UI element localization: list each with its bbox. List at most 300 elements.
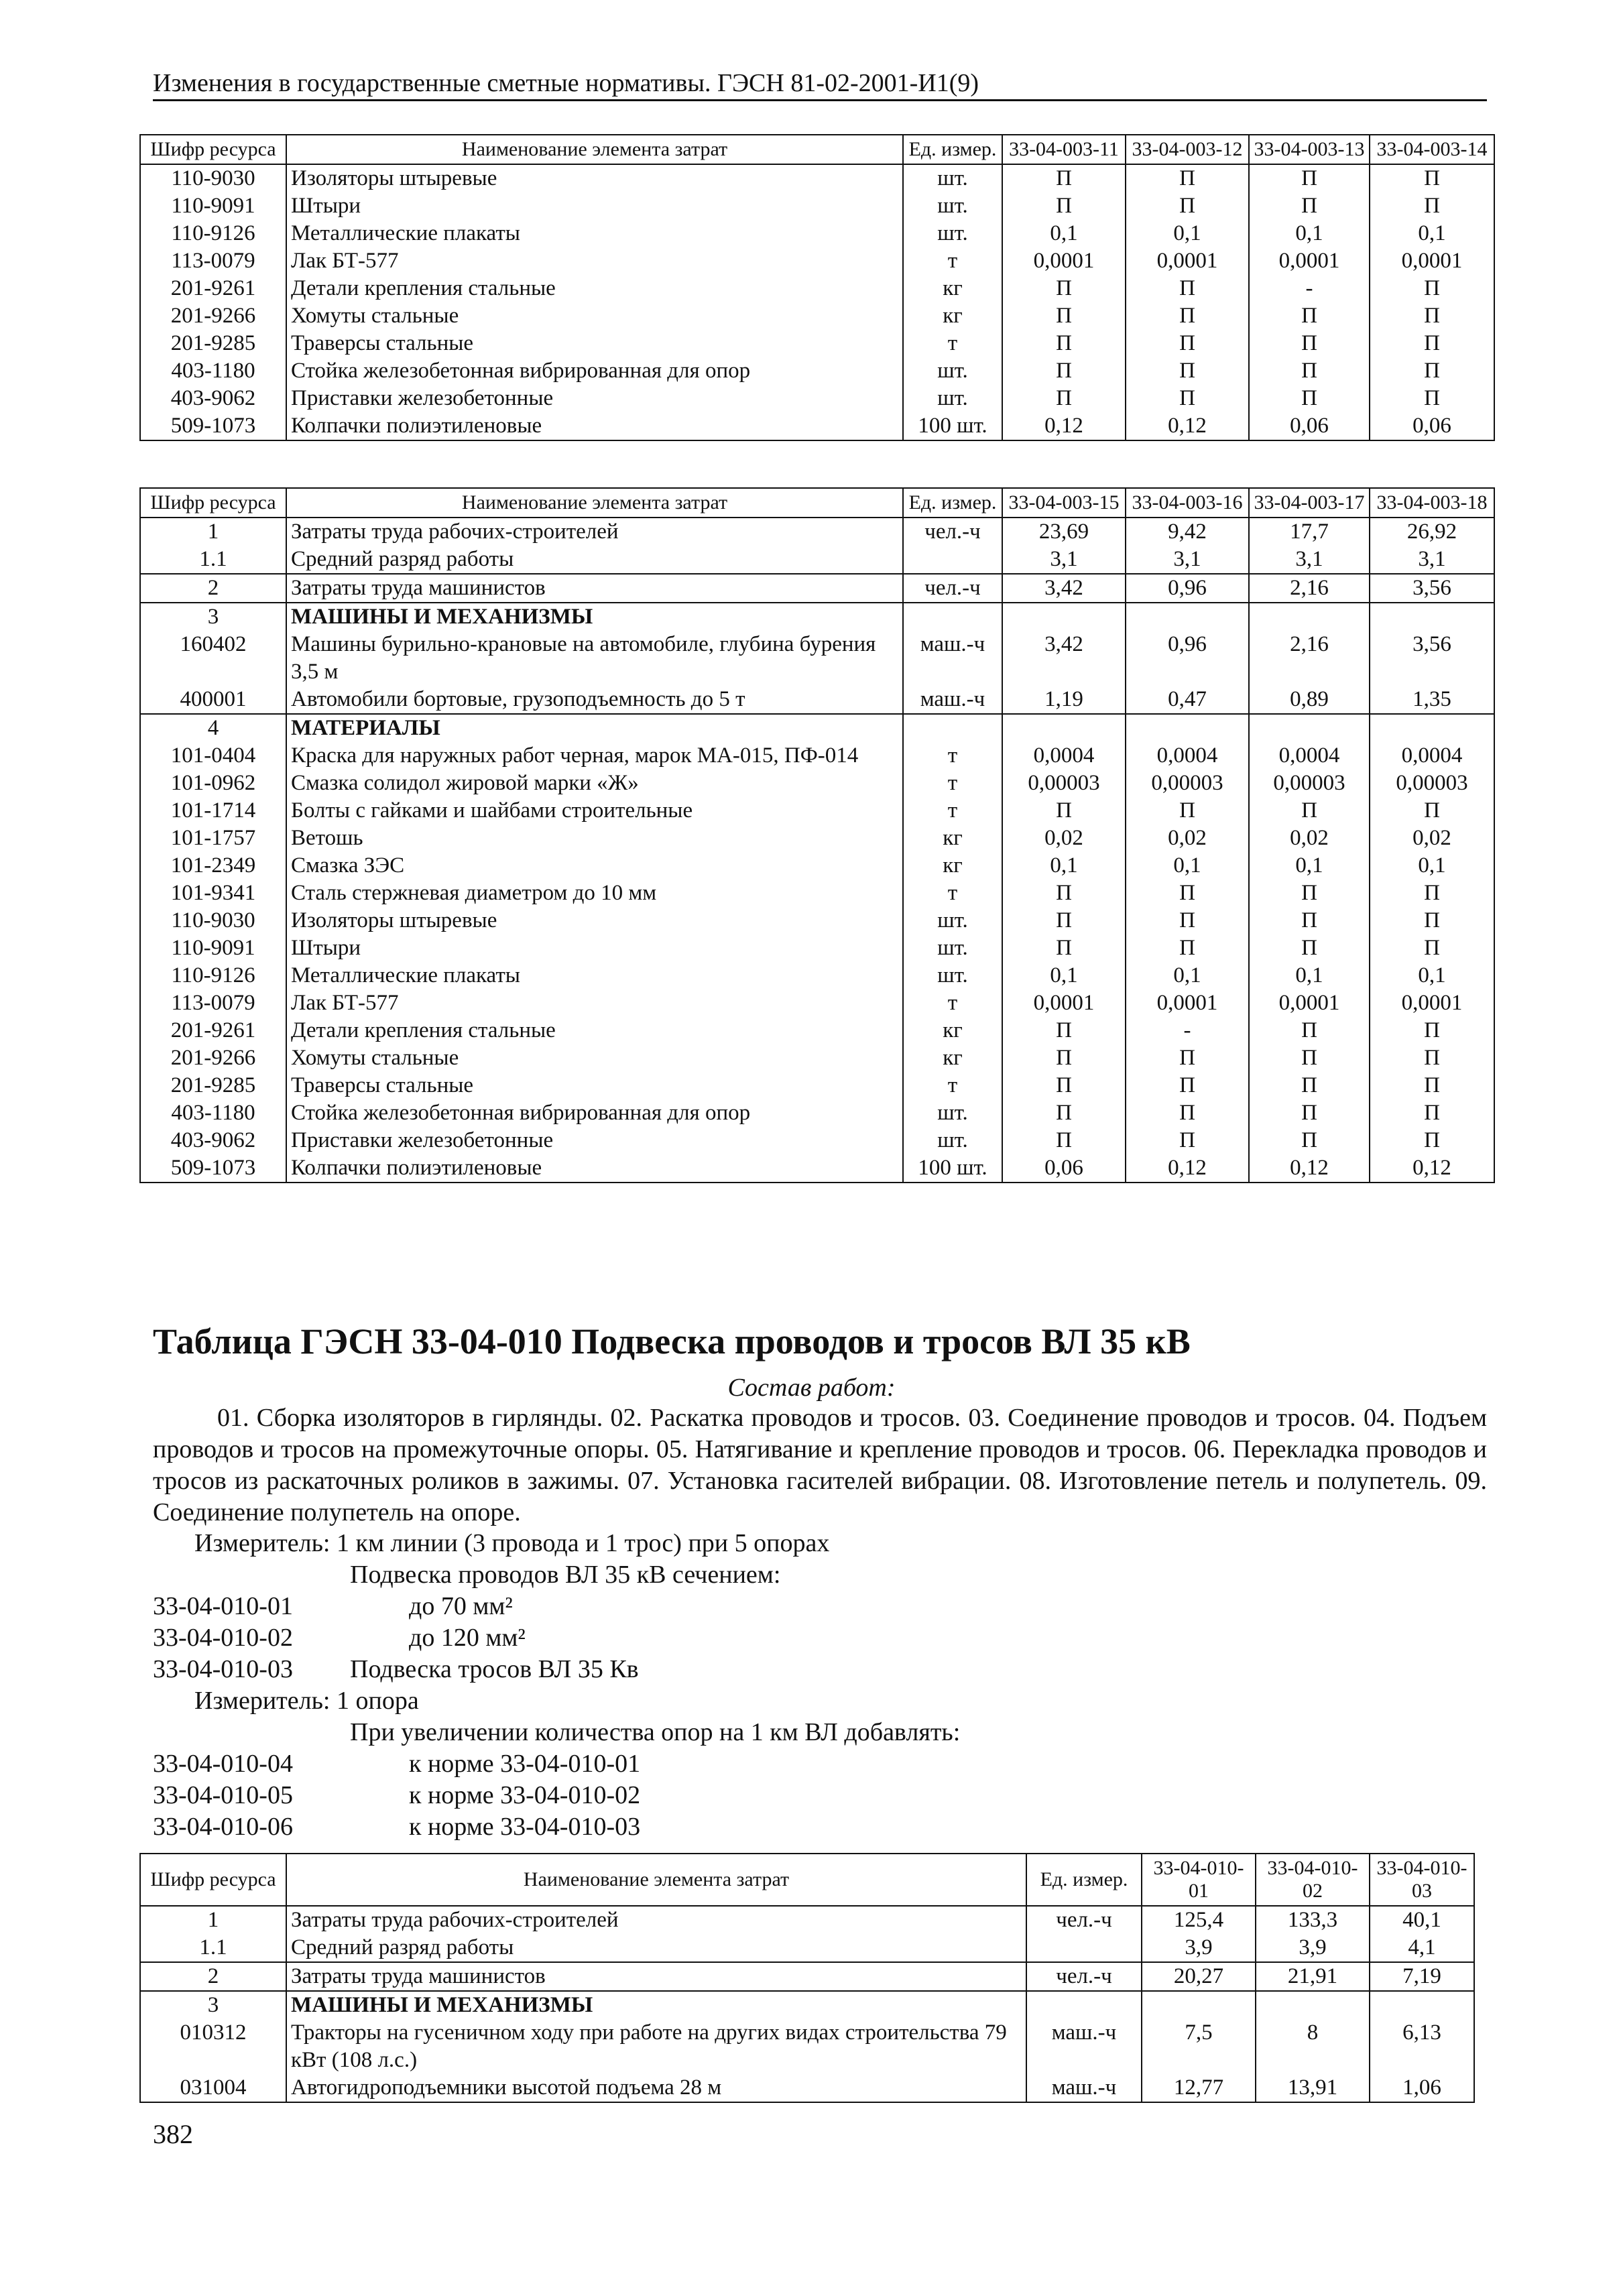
table-row — [140, 1127, 1494, 1154]
norm-value: П — [1126, 907, 1249, 934]
resource-code: 3 — [140, 603, 286, 631]
unit-of-measure: маш.-ч — [903, 686, 1002, 714]
unit-of-measure — [903, 603, 1002, 631]
resource-code: 101-0962 — [140, 770, 286, 797]
norm-value: П — [1002, 302, 1126, 330]
column-header: Ед. измер. — [903, 488, 1002, 518]
norm-value: 0,12 — [1370, 1154, 1494, 1183]
norm-value: П — [1370, 1072, 1494, 1099]
norm-value — [1002, 603, 1126, 631]
resource-code: 101-1714 — [140, 797, 286, 825]
unit-of-measure: кг — [903, 1017, 1002, 1044]
resource-code: 160402 — [140, 631, 286, 686]
unit-of-measure: кг — [903, 302, 1002, 330]
table-row — [140, 2019, 1474, 2074]
norm-value — [1126, 714, 1249, 742]
norm-value: П — [1249, 385, 1370, 412]
norm-value: 0,02 — [1002, 825, 1126, 852]
unit-of-measure: кг — [903, 1044, 1002, 1072]
unit-of-measure: чел.-ч — [1026, 1906, 1142, 1934]
cost-element-name: Хомуты стальные — [286, 302, 903, 330]
norm-value: П — [1126, 1127, 1249, 1154]
norm-value: 0,1 — [1249, 220, 1370, 247]
norm-value — [1370, 603, 1494, 631]
unit-of-measure: чел.-ч — [903, 518, 1002, 546]
norm-value: П — [1370, 1099, 1494, 1127]
table-row — [140, 574, 1494, 603]
cost-element-name: Траверсы стальные — [286, 330, 903, 357]
norm-value: 3,56 — [1370, 631, 1494, 686]
cost-element-name: Колпачки полиэтиленовые — [286, 1154, 903, 1183]
norm-value: П — [1002, 357, 1126, 385]
norm-value: 0,1 — [1126, 220, 1249, 247]
resource-code: 201-9266 — [140, 302, 286, 330]
measure-line-2: Измеритель: 1 опора — [194, 1687, 419, 1715]
table-row — [140, 825, 1494, 852]
unit-of-measure: 100 шт. — [903, 412, 1002, 440]
cost-element-name: Колпачки полиэтиленовые — [286, 412, 903, 440]
table-row — [140, 275, 1494, 302]
norm-value: П — [1249, 797, 1370, 825]
norm-value: 0,96 — [1126, 631, 1249, 686]
column-header: Наименование элемента затрат — [286, 488, 903, 518]
column-header: 33-04-010-01 — [1142, 1854, 1256, 1906]
unit-of-measure: шт. — [903, 907, 1002, 934]
resource-code: 509-1073 — [140, 412, 286, 440]
resource-code: 1 — [140, 1906, 286, 1934]
cost-element-name: Болты с гайками и шайбами строительные — [286, 797, 903, 825]
norm-value — [1249, 714, 1370, 742]
resource-table-003-15-18 — [139, 487, 1495, 1183]
column-header: 33-04-003-16 — [1126, 488, 1249, 518]
norm-value: 2,16 — [1249, 631, 1370, 686]
norm-value: 0,1 — [1370, 220, 1494, 247]
table-row — [140, 220, 1494, 247]
norm-description: Подвеска тросов ВЛ 35 Кв — [350, 1655, 639, 1683]
table-header-row — [140, 135, 1494, 164]
norm-value: 0,89 — [1249, 686, 1370, 714]
resource-code: 110-9091 — [140, 192, 286, 220]
column-header: Шифр ресурса — [140, 488, 286, 518]
column-header: Наименование элемента затрат — [286, 135, 903, 164]
norm-value: 0,00003 — [1249, 770, 1370, 797]
norm-value: 0,06 — [1002, 1154, 1126, 1183]
norm-value: П — [1002, 1127, 1126, 1154]
norm-value: П — [1126, 1099, 1249, 1127]
norm-value: 0,12 — [1126, 412, 1249, 440]
norm-value: 23,69 — [1002, 518, 1126, 546]
unit-of-measure: кг — [903, 825, 1002, 852]
cost-element-name: МАШИНЫ И МЕХАНИЗМЫ — [286, 1991, 1026, 2019]
table-row — [140, 164, 1494, 192]
norm-value — [1002, 714, 1126, 742]
resource-code: 110-9091 — [140, 934, 286, 962]
work-composition-text: 01. Сборка изоляторов в гирлянды. 02. Раскатка проводов и тросов. 03. Соединение проводов и тросов. 04. Подъем проводов и тросов на промежуточные опоры. 05. Натягивание и крепление проводов и тросов. 06. Перекладка проводов и тросов из раскаточных роликов в зажимы. 07. Установка гасителей вибрации. 08. Изготовление петель и полупетель. 09. Соединение полупетель на опоре. — [153, 1404, 1487, 1526]
group-heading-2: При увеличении количества опор на 1 км ВЛ добавлять: — [350, 1718, 961, 1746]
cost-element-name: Приставки железобетонные — [286, 385, 903, 412]
norm-value: 7,5 — [1142, 2019, 1256, 2074]
unit-of-measure: чел.-ч — [903, 574, 1002, 603]
table-row — [140, 1099, 1494, 1127]
resource-code: 113-0079 — [140, 989, 286, 1017]
norm-value: 1,06 — [1370, 2074, 1474, 2102]
resource-code: 201-9285 — [140, 1072, 286, 1099]
table-row — [140, 192, 1494, 220]
cost-element-name: Смазка ЗЭС — [286, 852, 903, 880]
norm-value: П — [1370, 1017, 1494, 1044]
table-row — [140, 1154, 1494, 1183]
norm-value — [1126, 603, 1249, 631]
table-row — [140, 412, 1494, 440]
cost-element-name: Затраты труда машинистов — [286, 1962, 1026, 1991]
table-row — [140, 797, 1494, 825]
cost-element-name: Сталь стержневая диаметром до 10 мм — [286, 880, 903, 907]
norm-value: 6,13 — [1370, 2019, 1474, 2074]
norm-value: 0,00003 — [1002, 770, 1126, 797]
norm-value: 7,19 — [1370, 1962, 1474, 1991]
norm-value: 0,1 — [1370, 852, 1494, 880]
norm-value: 0,02 — [1370, 825, 1494, 852]
norm-code: 33-04-010-04 — [153, 1750, 293, 1778]
page-header: Изменения в государственные сметные нормативы. ГЭСН 81-02-2001-И1(9) — [153, 67, 1487, 101]
resource-code: 113-0079 — [140, 247, 286, 275]
norm-value: П — [1249, 1072, 1370, 1099]
norm-value: П — [1002, 880, 1126, 907]
norm-code: 33-04-010-05 — [153, 1781, 293, 1809]
cost-element-name: Смазка солидол жировой марки «Ж» — [286, 770, 903, 797]
cost-element-name: Краска для наружных работ черная, марок МА-015, ПФ-014 — [286, 742, 903, 770]
norm-value: 125,4 — [1142, 1906, 1256, 1934]
norm-value: 0,1 — [1370, 962, 1494, 989]
norm-value: П — [1370, 880, 1494, 907]
norm-value: 0,0001 — [1249, 989, 1370, 1017]
column-header: 33-04-003-14 — [1370, 135, 1494, 164]
unit-of-measure — [903, 714, 1002, 742]
cost-element-name: Детали крепления стальные — [286, 1017, 903, 1044]
resource-code: 110-9126 — [140, 962, 286, 989]
resource-code: 201-9261 — [140, 275, 286, 302]
cost-element-name: Тракторы на гусеничном ходу при работе на других видах строительства 79 кВт (108 л.с.) — [286, 2019, 1026, 2074]
norm-value: 0,0001 — [1126, 989, 1249, 1017]
cost-element-name: Ветошь — [286, 825, 903, 852]
unit-of-measure: т — [903, 770, 1002, 797]
norm-value — [1249, 603, 1370, 631]
unit-of-measure: шт. — [903, 1127, 1002, 1154]
norm-value: 13,91 — [1256, 2074, 1370, 2102]
unit-of-measure: кг — [903, 275, 1002, 302]
norm-value: П — [1002, 1099, 1126, 1127]
norm-value: 0,1 — [1249, 852, 1370, 880]
table-row — [140, 1072, 1494, 1099]
unit-of-measure — [903, 546, 1002, 574]
norm-value: П — [1370, 907, 1494, 934]
resource-code: 403-9062 — [140, 1127, 286, 1154]
cost-element-name: Изоляторы штыревые — [286, 164, 903, 192]
resource-code: 010312 — [140, 2019, 286, 2074]
resource-code: 101-0404 — [140, 742, 286, 770]
norm-value: П — [1002, 192, 1126, 220]
norm-value: П — [1370, 934, 1494, 962]
cost-element-name: МАШИНЫ И МЕХАНИЗМЫ — [286, 603, 903, 631]
cost-element-name: Металлические плакаты — [286, 962, 903, 989]
table-row — [140, 2074, 1474, 2102]
resource-code: 101-1757 — [140, 825, 286, 852]
table-row — [140, 1934, 1474, 1962]
table-row — [140, 989, 1494, 1017]
table-row — [140, 714, 1494, 742]
cost-element-name: Лак БТ-577 — [286, 989, 903, 1017]
norm-value: П — [1002, 797, 1126, 825]
table-row — [140, 934, 1494, 962]
unit-of-measure: т — [903, 797, 1002, 825]
cost-element-name: Стойка железобетонная вибрированная для опор — [286, 1099, 903, 1127]
norm-value: П — [1249, 880, 1370, 907]
resource-code: 1.1 — [140, 1934, 286, 1962]
cost-element-name: Хомуты стальные — [286, 1044, 903, 1072]
column-header: Наименование элемента затрат — [286, 1854, 1026, 1906]
norm-value: П — [1002, 164, 1126, 192]
norm-value: П — [1370, 385, 1494, 412]
column-header: 33-04-003-15 — [1002, 488, 1126, 518]
resource-code: 1.1 — [140, 546, 286, 574]
norm-value: П — [1370, 192, 1494, 220]
norm-description: к норме 33-04-010-03 — [409, 1813, 641, 1841]
resource-code: 110-9030 — [140, 164, 286, 192]
norm-value: П — [1126, 934, 1249, 962]
norm-value: П — [1002, 1044, 1126, 1072]
norm-value: 0,0001 — [1370, 247, 1494, 275]
resource-code: 509-1073 — [140, 1154, 286, 1183]
norm-value: 3,1 — [1249, 546, 1370, 574]
unit-of-measure: шт. — [903, 385, 1002, 412]
cost-element-name: Лак БТ-577 — [286, 247, 903, 275]
cost-element-name: Средний разряд работы — [286, 1934, 1026, 1962]
table-row — [140, 770, 1494, 797]
resource-code: 201-9285 — [140, 330, 286, 357]
measure-line-1: Измеритель: 1 км линии (3 провода и 1 трос) при 5 опорах — [194, 1529, 830, 1557]
norm-value: 0,1 — [1126, 852, 1249, 880]
cost-element-name: Приставки железобетонные — [286, 1127, 903, 1154]
unit-of-measure: т — [903, 742, 1002, 770]
unit-of-measure: маш.-ч — [1026, 2019, 1142, 2074]
norm-value: 0,00003 — [1126, 770, 1249, 797]
norm-value: П — [1249, 934, 1370, 962]
section-title: Таблица ГЭСН 33-04-010 Подвеска проводов и тросов ВЛ 35 кВ — [153, 1321, 1191, 1362]
norm-value: 3,1 — [1126, 546, 1249, 574]
unit-of-measure: т — [903, 880, 1002, 907]
unit-of-measure — [1026, 1991, 1142, 2019]
table-row — [140, 907, 1494, 934]
table-row — [140, 603, 1494, 631]
unit-of-measure: шт. — [903, 192, 1002, 220]
norm-value — [1370, 1991, 1474, 2019]
resource-code: 2 — [140, 1962, 286, 1991]
column-header: 33-04-003-17 — [1249, 488, 1370, 518]
resource-code: 101-2349 — [140, 852, 286, 880]
table-row — [140, 1991, 1474, 2019]
norm-description: к норме 33-04-010-01 — [409, 1750, 641, 1778]
norm-value: 0,0001 — [1370, 989, 1494, 1017]
resource-code: 4 — [140, 714, 286, 742]
norm-description: к норме 33-04-010-02 — [409, 1781, 641, 1809]
unit-of-measure: шт. — [903, 357, 1002, 385]
table-row — [140, 686, 1494, 714]
norm-value: 0,0001 — [1126, 247, 1249, 275]
norm-value: П — [1249, 907, 1370, 934]
resource-table-003-11-14 — [139, 134, 1495, 441]
norm-value: П — [1126, 1044, 1249, 1072]
resource-code: 101-9341 — [140, 880, 286, 907]
unit-of-measure: шт. — [903, 934, 1002, 962]
table-row — [140, 880, 1494, 907]
norm-value: 0,12 — [1002, 412, 1126, 440]
norm-value: П — [1002, 330, 1126, 357]
norm-value — [1142, 1991, 1256, 2019]
norm-value: П — [1126, 164, 1249, 192]
resource-code: 110-9126 — [140, 220, 286, 247]
norm-value: 133,3 — [1256, 1906, 1370, 1934]
norm-value: 8 — [1256, 2019, 1370, 2074]
table-row — [140, 631, 1494, 686]
table-row — [140, 302, 1494, 330]
norm-value: 0,1 — [1002, 220, 1126, 247]
column-header: Ед. измер. — [903, 135, 1002, 164]
column-header: 33-04-003-11 — [1002, 135, 1126, 164]
cost-element-name: Металлические плакаты — [286, 220, 903, 247]
norm-value: 1,35 — [1370, 686, 1494, 714]
norm-code: 33-04-010-03 — [153, 1655, 293, 1683]
norm-value: 0,1 — [1126, 962, 1249, 989]
norm-value: П — [1370, 164, 1494, 192]
norm-value: П — [1249, 1044, 1370, 1072]
norm-value: П — [1126, 302, 1249, 330]
column-header: 33-04-010-02 — [1256, 1854, 1370, 1906]
norm-value: 0,47 — [1126, 686, 1249, 714]
norm-value: - — [1126, 1017, 1249, 1044]
norm-value: П — [1370, 1127, 1494, 1154]
norm-value: 3,42 — [1002, 631, 1126, 686]
cost-element-name: Машины бурильно-крановые на автомобиле, глубина бурения 3,5 м — [286, 631, 903, 686]
cost-element-name: Траверсы стальные — [286, 1072, 903, 1099]
resource-code: 031004 — [140, 2074, 286, 2102]
column-header: 33-04-003-18 — [1370, 488, 1494, 518]
norm-value: 0,96 — [1126, 574, 1249, 603]
cost-element-name: Средний разряд работы — [286, 546, 903, 574]
norm-value: 4,1 — [1370, 1934, 1474, 1962]
resource-code: 3 — [140, 1991, 286, 2019]
norm-value: П — [1002, 385, 1126, 412]
cost-element-name: МАТЕРИАЛЫ — [286, 714, 903, 742]
resource-code: 400001 — [140, 686, 286, 714]
cost-element-name: Затраты труда рабочих-строителей — [286, 518, 903, 546]
column-header: Шифр ресурса — [140, 1854, 286, 1906]
norm-value: 40,1 — [1370, 1906, 1474, 1934]
page-number: 382 — [153, 2119, 193, 2149]
table-row — [140, 962, 1494, 989]
table-row — [140, 852, 1494, 880]
norm-value: 3,1 — [1370, 546, 1494, 574]
norm-value — [1256, 1991, 1370, 2019]
norm-value: П — [1249, 1099, 1370, 1127]
resource-code: 201-9266 — [140, 1044, 286, 1072]
norm-value: П — [1126, 192, 1249, 220]
cost-element-name: Затраты труда рабочих-строителей — [286, 1906, 1026, 1934]
unit-of-measure: кг — [903, 852, 1002, 880]
norm-value: 0,0001 — [1002, 247, 1126, 275]
unit-of-measure: шт. — [903, 962, 1002, 989]
norm-value: П — [1370, 357, 1494, 385]
group-heading-1: Подвеска проводов ВЛ 35 кВ сечением: — [350, 1561, 781, 1589]
norm-value: П — [1126, 330, 1249, 357]
resource-code: 403-1180 — [140, 1099, 286, 1127]
table-row — [140, 385, 1494, 412]
resource-code: 1 — [140, 518, 286, 546]
unit-of-measure: чел.-ч — [1026, 1962, 1142, 1991]
norm-value: П — [1249, 357, 1370, 385]
norm-value: 20,27 — [1142, 1962, 1256, 1991]
norm-value: 3,56 — [1370, 574, 1494, 603]
norm-value: П — [1126, 1072, 1249, 1099]
table-row — [140, 518, 1494, 546]
norm-value: П — [1002, 1072, 1126, 1099]
resource-code: 201-9261 — [140, 1017, 286, 1044]
resource-code: 110-9030 — [140, 907, 286, 934]
norm-value: 0,1 — [1249, 962, 1370, 989]
norm-code: 33-04-010-06 — [153, 1813, 293, 1841]
norm-value: П — [1002, 907, 1126, 934]
norm-value: 0,1 — [1002, 852, 1126, 880]
norm-description: до 70 мм² — [409, 1592, 513, 1620]
norm-value: П — [1002, 934, 1126, 962]
column-header: 33-04-003-12 — [1126, 135, 1249, 164]
table-row — [140, 1906, 1474, 1934]
norm-code: 33-04-010-02 — [153, 1624, 293, 1652]
norm-value: 1,19 — [1002, 686, 1126, 714]
norm-value: 3,42 — [1002, 574, 1126, 603]
table-header-row — [140, 1854, 1474, 1906]
norm-value: 3,9 — [1142, 1934, 1256, 1962]
cost-element-name: Автогидроподъемники высотой подъема 28 м — [286, 2074, 1026, 2102]
norm-value: П — [1249, 1017, 1370, 1044]
unit-of-measure: т — [903, 1072, 1002, 1099]
norm-value: 0,06 — [1249, 412, 1370, 440]
table-row — [140, 330, 1494, 357]
cost-element-name: Стойка железобетонная вибрированная для опор — [286, 357, 903, 385]
norm-value: 0,0004 — [1249, 742, 1370, 770]
table-row — [140, 1962, 1474, 1991]
cost-element-name: Штыри — [286, 192, 903, 220]
norm-value: П — [1002, 275, 1126, 302]
unit-of-measure: маш.-ч — [1026, 2074, 1142, 2102]
norm-value: П — [1126, 797, 1249, 825]
norm-value: 0,00003 — [1370, 770, 1494, 797]
resource-code: 403-9062 — [140, 385, 286, 412]
norm-value: 9,42 — [1126, 518, 1249, 546]
table-row — [140, 357, 1494, 385]
cost-element-name: Детали крепления стальные — [286, 275, 903, 302]
norm-value: 3,9 — [1256, 1934, 1370, 1962]
norm-value: П — [1249, 192, 1370, 220]
norm-value: 0,0001 — [1249, 247, 1370, 275]
unit-of-measure: т — [903, 989, 1002, 1017]
resource-code: 403-1180 — [140, 357, 286, 385]
section-subtitle: Состав работ: — [727, 1374, 896, 1402]
norm-value: П — [1249, 164, 1370, 192]
norm-value: 3,1 — [1002, 546, 1126, 574]
unit-of-measure — [1026, 1934, 1142, 1962]
norm-code: 33-04-010-01 — [153, 1592, 293, 1620]
table-row — [140, 546, 1494, 574]
